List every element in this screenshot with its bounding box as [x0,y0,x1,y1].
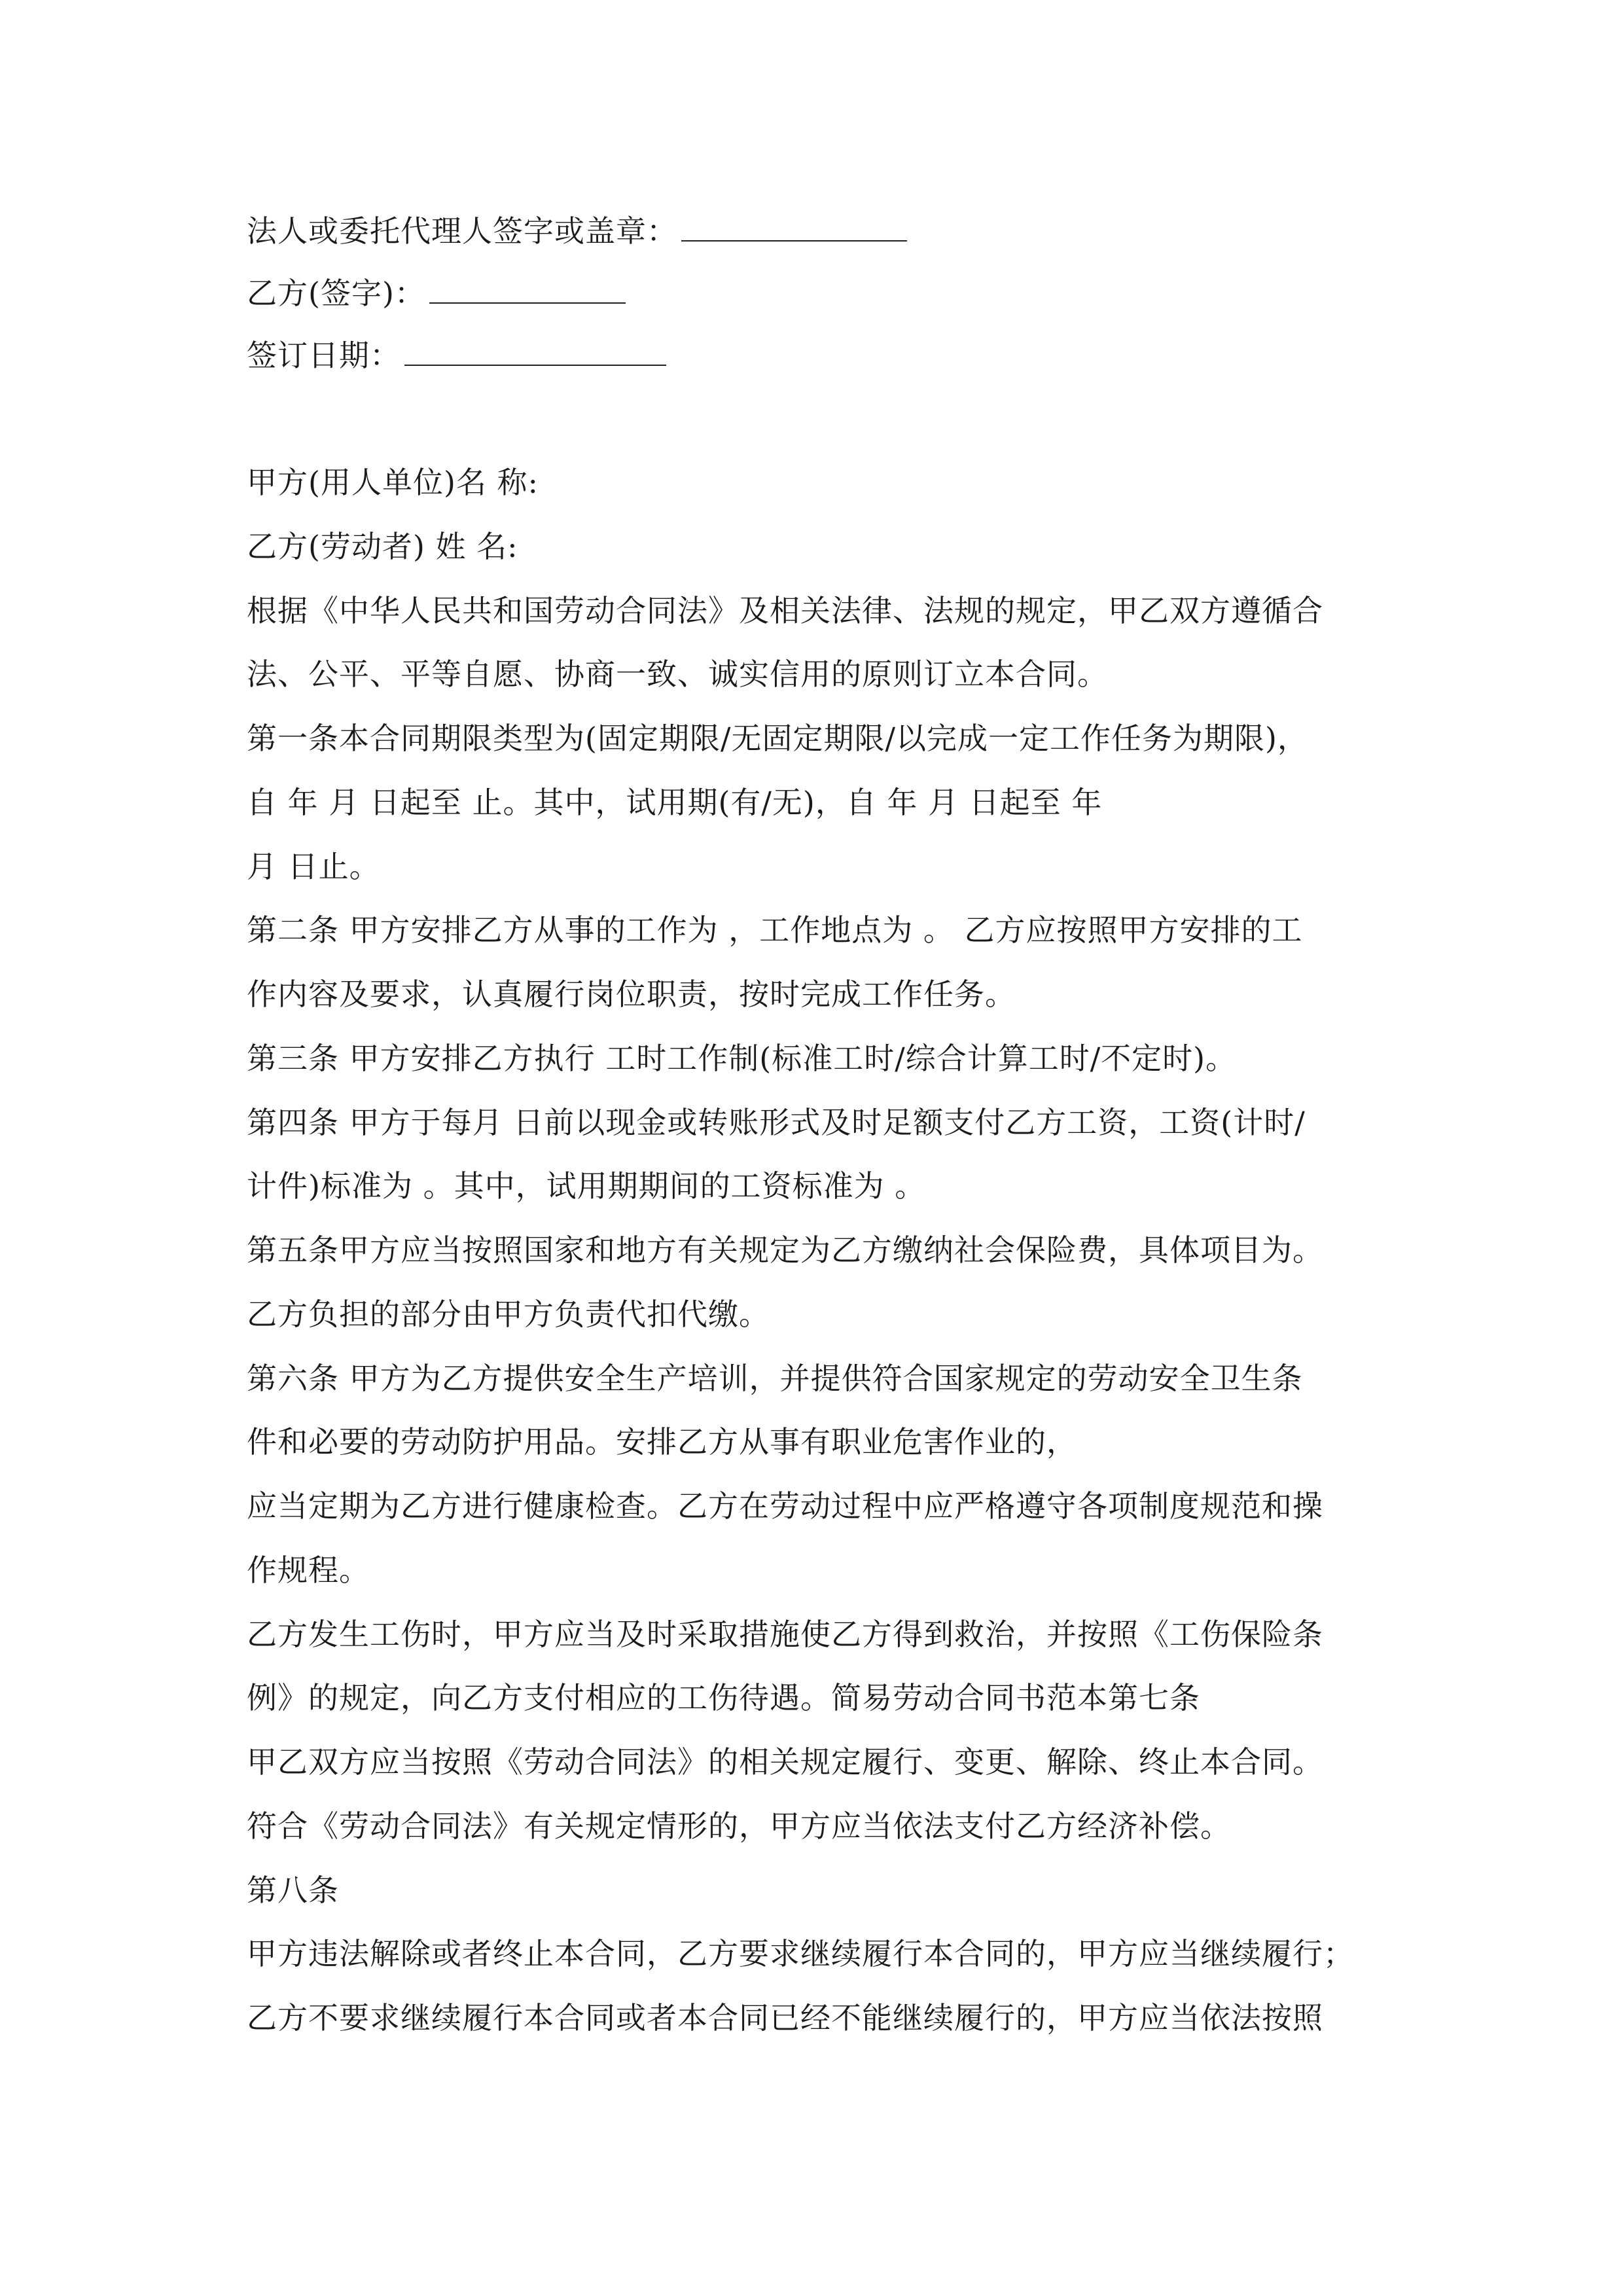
paragraph-line: 甲方违法解除或者终止本合同，乙方要求继续履行本合同的，甲方应当继续履行； [247,1936,1354,1971]
party-b-signature-blank[interactable] [429,276,626,304]
paragraph-line: 作内容及要求，认真履行岗位职责，按时完成工作任务。 [247,977,1016,1012]
paragraph-line: 法、公平、平等自愿、协商一致、诚实信用的原则订立本合同。 [247,656,1108,692]
party-b-sign-label: 乙方(签字)： [247,276,425,311]
sign-date-blank[interactable] [404,338,666,366]
paragraph-line: 例》的规定，向乙方支付相应的工伤待遇。简易劳动合同书范本第七条 [247,1680,1200,1715]
paragraph-line: 作规程。 [247,1552,370,1588]
sign-date-label: 签订日期： [247,338,401,373]
article-6-line: 第六条 甲方为乙方提供安全生产培训，并提供符合国家规定的劳动安全卫生条 [247,1361,1303,1396]
article-4-line: 第四条 甲方于每月 日前以现金或转账形式及时足额支付乙方工资，工资(计时/ [247,1105,1306,1140]
party-b-signature-line [247,274,626,313]
legal-rep-signature-blank[interactable] [681,214,907,242]
paragraph-line: 乙方发生工伤时，甲方应当及时采取措施使乙方得到救治，并按照《工伤保险条 [247,1617,1323,1652]
paragraph-line: 乙方负担的部分由甲方负责代扣代缴。 [247,1297,770,1332]
paragraph-line: 符合《劳动合同法》有关规定情形的，甲方应当依法支付乙方经济补偿。 [247,1808,1231,1844]
legal-rep-label: 法人或委托代理人签字或盖章： [247,213,677,249]
article-8-heading: 第八条 [247,1873,339,1908]
party-a-name-line: 甲方(用人单位)名 称: [247,465,539,500]
paragraph-line: 自 年 月 日起至 止。其中，试用期(有/无)，自 年 月 日起至 年 [247,785,1103,820]
paragraph-line: 应当定期为乙方进行健康检查。乙方在劳动过程中应严格遵守各项制度规范和操 [247,1488,1323,1524]
sign-date-line [247,336,666,375]
article-5-line: 第五条甲方应当按照国家和地方有关规定为乙方缴纳社会保险费，具体项目为。 [247,1232,1323,1268]
paragraph-line: 根据《中华人民共和国劳动合同法》及相关法律、法规的规定，甲乙双方遵循合 [247,593,1323,628]
paragraph-line: 乙方不要求继续履行本合同或者本合同已经不能继续履行的，甲方应当依法按照 [247,2000,1323,2036]
article-7-line: 甲乙双方应当按照《劳动合同法》的相关规定履行、变更、解除、终止本合同。 [247,1744,1323,1780]
paragraph-line: 件和必要的劳动防护用品。安排乙方从事有职业危害作业的， [247,1424,1077,1460]
paragraph-line: 计件)标准为 。其中，试用期期间的工资标准为 。 [247,1168,926,1204]
article-2-line: 第二条 甲方安排乙方从事的工作为 ，工作地点为 。 乙方应按照甲方安排的工 [247,912,1303,948]
legal-rep-signature-line [247,211,907,251]
article-3-line: 第三条 甲方安排乙方执行 工时工作制(标准工时/综合计算工时/不定时)。 [247,1041,1237,1076]
paragraph-line: 月 日止。 [247,849,380,884]
article-1-line: 第一条本合同期限类型为(固定期限/无固定期限/以完成一定工作任务为期限)， [247,721,1308,756]
party-b-name-line: 乙方(劳动者) 姓 名: [247,529,518,564]
